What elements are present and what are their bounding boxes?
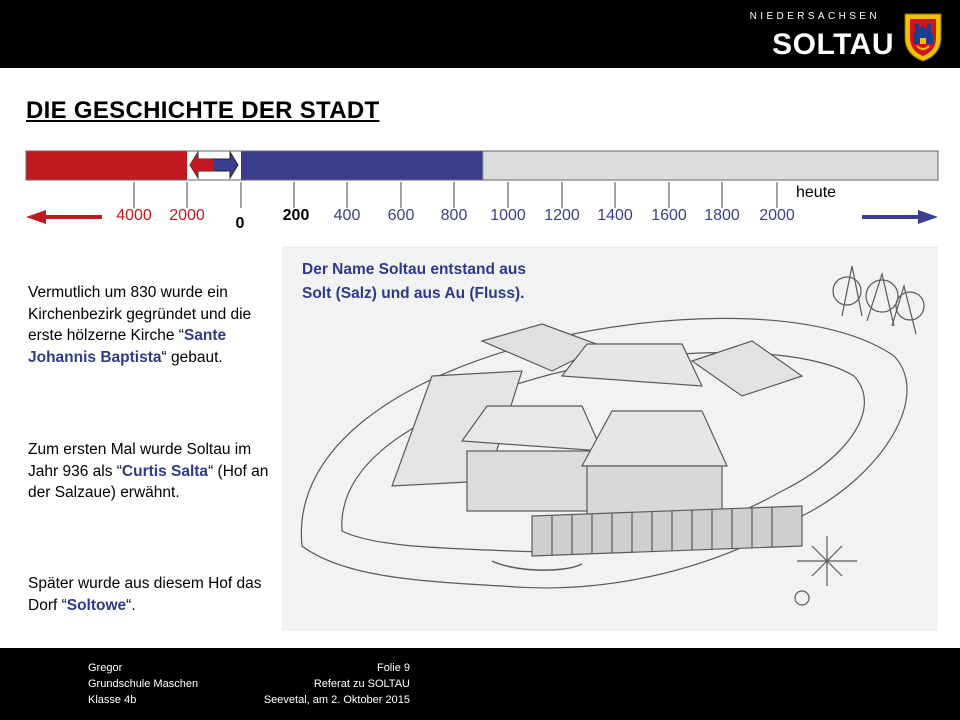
tick-label-ad: 2000 <box>759 207 795 224</box>
timeline-ad-bar <box>241 151 483 180</box>
tick-label-bc: 4000 <box>116 207 152 224</box>
paragraph-first-mention <box>28 439 273 504</box>
highlight-church-name: Sante Johannis Baptista <box>28 327 227 366</box>
double-arrow-icon <box>190 152 238 178</box>
tick-label-ad: 1800 <box>704 207 740 224</box>
paragraph-text: Vermutlich um 830 wurde ein Kirchenbezirk gegründet und die erste hölzerne Kirche “ <box>28 284 252 344</box>
highlight-curtis-salta: Curtis Salta <box>121 462 209 480</box>
footer-line: Grundschule Maschen <box>88 678 199 690</box>
tick-label-ad: 1400 <box>597 207 633 224</box>
tick-label-bc: 2000 <box>169 207 205 224</box>
footer-line: Klasse 4b <box>88 694 137 706</box>
footer-line: Folie 9 <box>376 662 410 674</box>
region-label: NIEDERSACHSEN <box>749 11 880 22</box>
footer-line: Referat zu SOLTAU <box>313 678 410 690</box>
settlement-illustration <box>282 246 938 631</box>
caption-line: Der Name Soltau entstand aus <box>302 261 526 278</box>
paragraph-text: “ gebaut. <box>161 348 223 366</box>
footer-slide-info <box>264 660 410 708</box>
tick-label-zero: 0 <box>235 215 245 232</box>
timeline-future-bar <box>483 151 938 180</box>
paragraph-text: Zum ersten Mal wurde Soltau im Jahr 936 als “ <box>28 441 252 480</box>
arrow-right-icon <box>862 210 938 224</box>
footer-line: Gregor <box>88 662 123 674</box>
tick-label-ad: 1600 <box>651 207 687 224</box>
header-bar <box>0 0 960 68</box>
tick-label-ad: 600 <box>387 207 415 224</box>
illustration-caption <box>302 258 526 306</box>
city-name: SOLTAU <box>772 28 894 61</box>
paragraph-text: Später wurde aus diesem Hof das Dorf “ <box>28 575 262 614</box>
highlight-soltowe: Soltowe <box>66 596 127 614</box>
coat-of-arms-icon <box>903 10 943 62</box>
paragraph-text: “. <box>126 596 136 614</box>
paragraph-village <box>28 573 273 616</box>
paragraph-text: “ (Hof an der Salzaue) erwähnt. <box>28 462 269 501</box>
tick-label-ad: 1000 <box>490 207 526 224</box>
page-title: DIE GESCHICHTE DER STADT <box>26 97 380 124</box>
footer-line: Seevetal, am 2. Oktober 2015 <box>263 694 410 706</box>
footer-author <box>88 660 198 708</box>
paragraph-church <box>28 282 273 368</box>
tick-marks <box>134 182 777 208</box>
today-label: heute <box>796 184 837 201</box>
caption-line: Solt (Salz) und aus Au (Fluss). <box>302 285 525 302</box>
tick-label-ad: 200 <box>282 207 310 224</box>
tick-label-ad: 800 <box>440 207 468 224</box>
arrow-left-icon <box>26 210 102 224</box>
footer-bar <box>0 648 960 720</box>
timeline-bc-bar <box>26 151 187 180</box>
tick-label-ad: 400 <box>333 207 361 224</box>
tick-label-ad: 1200 <box>544 207 580 224</box>
